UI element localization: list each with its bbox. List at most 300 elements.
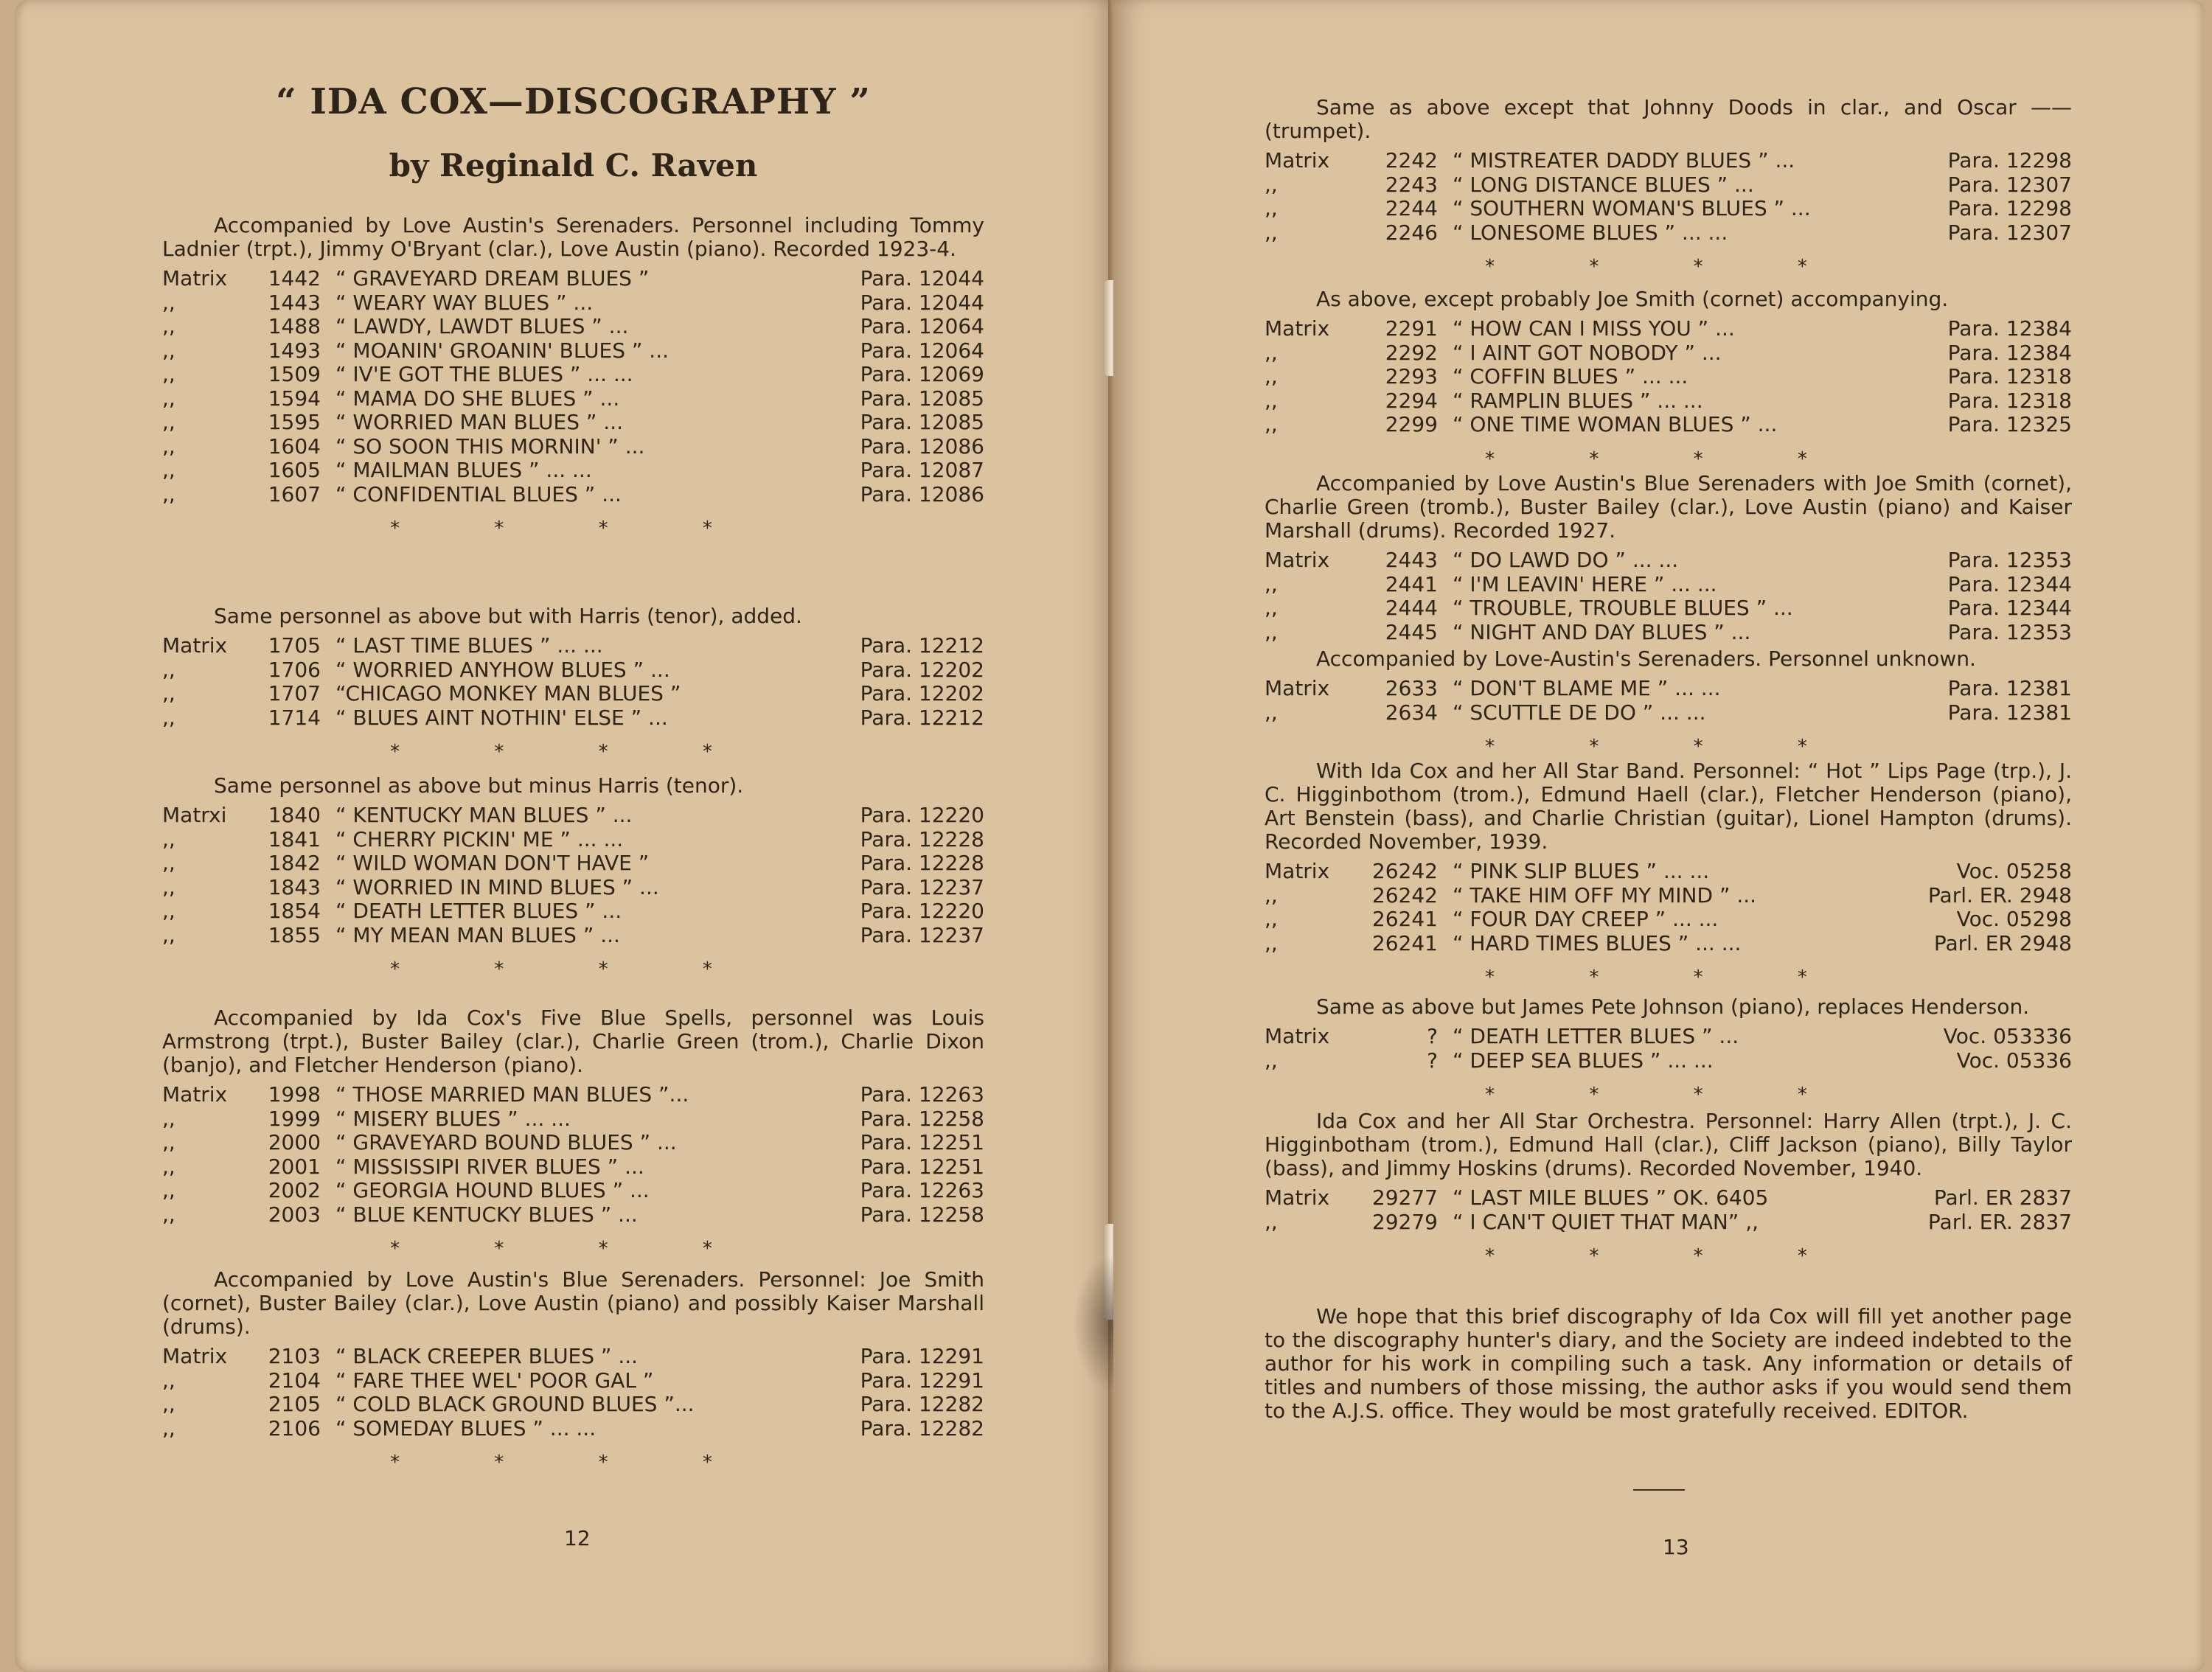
discography-row [1265,932,2072,956]
matrix-prefix: ,, [162,481,175,506]
matrix-prefix: ,, [1265,596,1278,620]
record-title: “ MAILMAN BLUES ” ... ... [335,459,592,482]
discography-row [1265,596,2072,621]
matrix-number: 1607 [268,481,321,506]
record-title: “ COLD BLACK GROUND BLUES ”... [335,1393,695,1416]
label-number: Para. 12384 [1947,340,2072,365]
left-page [15,0,1113,1672]
label-number: Para. 12251 [860,1130,984,1154]
discography-section [1265,472,2072,759]
discography-row [162,387,984,411]
label-number: Para. 12251 [860,1154,984,1179]
record-title: “ COFFIN BLUES ” ... ... [1453,365,1688,389]
matrix-prefix: ,, [1265,388,1278,413]
discography-rows [1265,860,2072,955]
matrix-number: 1840 [268,803,321,827]
discography-rows [1265,677,2072,725]
page-number-left: 12 [564,1526,591,1550]
section-intro: Ida Cox and her All Star Orchestra. Personnel: Harry Allen (trpt.), J. C. Higginbotham (trom.), Edmund Hall (clar.), Cliff Jackson (piano), Billy Taylor (bass), and Jimmy Hoskins (drums). Recorded November, 1940. [1265,1109,2072,1180]
discography-row [1265,1211,2072,1235]
record-title: “ HOW CAN I MISS YOU ” ... [1453,317,1735,341]
discography-row [162,1107,984,1132]
discography-section [1265,995,2072,1107]
matrix-prefix: ,, [162,657,175,682]
matrix-number: 2001 [268,1154,321,1179]
section-divider-stars: * * * * [1485,736,1851,758]
label-number: Para. 12298 [1947,148,2072,173]
discography-rows [162,1083,984,1227]
matrix-prefix: ,, [162,1130,175,1154]
matrix-number: 2634 [1385,700,1438,725]
matrix-prefix: Matrix [1265,148,1330,173]
matrix-number: 2103 [268,1344,321,1368]
page-number-right: 13 [1663,1535,1689,1559]
matrix-prefix: ,, [162,826,175,851]
discography-row [162,267,984,291]
matrix-prefix: ,, [162,410,175,434]
record-title: “ I CAN'T QUIET THAT MAN” ,, [1453,1210,1759,1234]
label-number: Para. 12069 [860,362,984,386]
matrix-number: 1488 [268,314,321,338]
matrix-prefix: ,, [1265,700,1278,725]
label-number: Para. 12044 [860,290,984,315]
matrix-prefix: ,, [162,1392,175,1416]
matrix-prefix: Matrix [1265,316,1330,341]
matrix-number: 1595 [268,410,321,434]
discography-row [162,1179,984,1203]
record-title: “ BLUES AINT NOTHIN' ELSE ” ... [335,706,668,730]
record-title: “ MOANIN' GROANIN' BLUES ” ... [335,338,669,363]
discography-row [1265,1025,2072,1049]
matrix-prefix: ,, [162,1154,175,1179]
label-number: Parl. ER 2837 [1933,1185,2072,1210]
record-title: “ DEATH LETTER BLUES ” ... [1453,1025,1739,1048]
matrix-number: 2299 [1385,412,1438,436]
discography-row [162,658,984,683]
matrix-number: 1443 [268,290,321,315]
label-number: Para. 12086 [860,481,984,506]
matrix-prefix: ,, [162,851,175,875]
matrix-prefix: Matrix [1265,1185,1330,1210]
matrix-prefix: ,, [162,362,175,386]
record-title: “ GEORGIA HOUND BLUES ” ... [335,1179,650,1202]
matrix-prefix: Matrix [162,1344,228,1368]
record-title: “ RAMPLIN BLUES ” ... ... [1453,389,1703,413]
label-number: Para. 12087 [860,458,984,482]
record-title: “ GRAVEYARD BOUND BLUES ” ... [335,1131,677,1154]
discography-rows [1265,548,2072,644]
discography-row [1265,173,2072,198]
discography-row [1265,860,2072,884]
record-title: “ LAWDY, LAWDT BLUES ” ... [335,315,629,338]
matrix-prefix: Matrix [1265,859,1330,883]
matrix-prefix: ,, [1265,364,1278,389]
matrix-prefix: Matrix [162,1082,228,1107]
discography-row [1265,1186,2072,1211]
label-number: Para. 12353 [1947,619,2072,644]
section-intro: Accompanied by Love Austin's Serenaders. Personnel including Tommy Ladnier (trpt.), Jimmy O'Bryant (clar.), Love Austin (piano). Recorded 1923-4. [162,213,984,261]
matrix-number: 1855 [268,922,321,947]
label-number: Para. 12384 [1947,316,2072,341]
discography-section [1265,96,2072,279]
label-number: Para. 12044 [860,266,984,290]
record-title: “ NIGHT AND DAY BLUES ” ... [1453,620,1751,644]
matrix-number: ? [1427,1024,1438,1048]
record-title: “ SOUTHERN WOMAN'S BLUES ” ... [1453,197,1811,220]
label-number: Para. 12307 [1947,220,2072,245]
matrix-prefix: ,, [162,1202,175,1227]
section-intro: Same as above except that Johnny Doods in clar., and Oscar —— (trumpet). [1265,95,2072,143]
section-divider-stars: * * * * [390,1238,757,1260]
matrix-number: 2441 [1385,571,1438,596]
matrix-prefix: ,, [162,1368,175,1393]
discography-row [1265,197,2072,221]
label-number: Para. 12237 [860,874,984,899]
discography-row [162,291,984,316]
label-number: Para. 12258 [860,1106,984,1131]
matrix-number: 1998 [268,1082,321,1107]
discography-row [1265,413,2072,437]
matrix-prefix: ,, [162,922,175,947]
matrix-prefix: ,, [162,1415,175,1441]
section-divider-stars: * * * * [390,741,757,763]
matrix-prefix: Matrix [1265,1024,1330,1048]
editor-note [1265,1305,2072,1423]
matrix-prefix: ,, [1265,412,1278,436]
discography-row [162,483,984,507]
discography-row [1265,908,2072,932]
matrix-prefix: ,, [162,314,175,338]
discography-row [1265,1049,2072,1073]
matrix-number: 2444 [1385,596,1438,620]
label-number: Parl. ER 2948 [1933,930,2072,955]
matrix-prefix: ,, [1265,340,1278,365]
section-intro: Same personnel as above but minus Harris (tenor). [214,773,744,798]
discography-row [162,1083,984,1107]
record-title: “ DEATH LETTER BLUES ” ... [335,899,622,923]
discography-row [162,899,984,924]
section-intro: Accompanied by Love-Austin's Serenaders. Personnel unknown. [1316,647,1976,671]
label-number: Para. 12318 [1947,388,2072,413]
section-intro: Accompanied by Love Austin's Blue Serenaders. Personnel: Joe Smith (cornet), Buster Bailey (clar.), Love Austin (piano) and possibly Kaiser Marshall (drums). [162,1267,984,1339]
discography-row [1265,221,2072,245]
label-number: Para. 12307 [1947,172,2072,197]
discography-row [1265,884,2072,908]
matrix-prefix: ,, [162,899,175,923]
section-divider-stars: * * * * [390,958,757,980]
discography-section [1265,288,2072,471]
matrix-prefix: ,, [1265,220,1278,245]
matrix-prefix: Matrix [162,266,228,290]
record-title: “ DEEP SEA BLUES ” ... ... [1453,1048,1714,1073]
section-intro: Accompanied by Ida Cox's Five Blue Spells, personnel was Louis Armstrong (trpt.), Buster Bailey (clar.), Charlie Green (trom.), Charlie Dixon (banjo), and Fletcher Henderson (piano). [162,1006,984,1077]
record-title: “ LAST MILE BLUES ” OK. 6405 [1453,1186,1769,1210]
matrix-prefix: ,, [162,1106,175,1131]
record-title: “ WORRIED ANYHOW BLUES ” ... [335,658,670,682]
matrix-number: 2246 [1385,220,1438,245]
matrix-number: 1841 [268,826,321,851]
matrix-number: 2104 [268,1368,321,1393]
matrix-prefix: ,, [1265,1048,1278,1073]
record-title: “ SCUTTLE DE DO ” ... ... [1453,700,1706,725]
label-number: Para. 12381 [1947,700,2072,725]
discography-row [162,459,984,483]
record-title: “ KENTUCKY MAN BLUES ” ... [335,804,633,827]
matrix-prefix: ,, [162,458,175,482]
section-intro: Accompanied by Love Austin's Blue Serenaders with Joe Smith (cornet), Charlie Green (tromb.), Buster Bailey (clar.), Love Austin (piano) and Kaiser Marshall (drums). Recorded 1927. [1265,471,2072,543]
discography-rows [162,804,984,947]
record-title: “ WILD WOMAN DON'T HAVE ” [335,851,650,875]
record-title: “ SOMEDAY BLUES ” ... ... [335,1416,597,1441]
section-divider-stars: * * * * [1485,256,1851,278]
discography-row [162,634,984,658]
discography-rows [1265,317,2072,437]
label-number: Para. 12220 [860,803,984,827]
matrix-prefix: ,, [1265,930,1278,955]
record-title: “ DON'T BLAME ME ” ... ... [1453,677,1721,700]
label-number: Para. 12381 [1947,676,2072,700]
matrix-prefix: ,, [162,874,175,899]
section-intro: With Ida Cox and her All Star Band. Personnel: “ Hot ” Lips Page (trp.), J. C. Higginbothom (trom.), Edmund Haell (clar.), Fletcher Henderson (piano), Art Benstein (bass), and Charlie Christian (guitar), Lionel Hampton (drums). Recorded November, 1939. [1265,759,2072,854]
matrix-prefix: ,, [1265,619,1278,644]
discography-row [1265,548,2072,573]
discography-row [162,1131,984,1155]
label-number: Para. 12263 [860,1178,984,1202]
discography-row [1265,341,2072,366]
discography-row [1265,365,2072,389]
matrix-number: 1604 [268,433,321,459]
record-title: “ FARE THEE WEL' POOR GAL ” [335,1368,654,1393]
matrix-number: 1854 [268,899,321,923]
label-number: Para. 12212 [860,705,984,730]
discography-section [162,774,984,981]
matrix-number: 2003 [268,1202,321,1227]
matrix-number: 2105 [268,1392,321,1416]
label-number: Para. 12228 [860,851,984,875]
discography-row [162,706,984,731]
discography-row [1265,701,2072,725]
record-title: “ ONE TIME WOMAN BLUES ” ... [1453,413,1778,436]
discography-row [162,1345,984,1369]
section-intro: As above, except probably Joe Smith (cornet) accompanying. [1316,287,1949,311]
matrix-prefix: ,, [1265,571,1278,596]
discography-row [162,924,984,948]
record-title: “ CONFIDENTIAL BLUES ” ... [335,482,622,506]
label-number: Para. 12228 [860,826,984,851]
matrix-prefix: Matrxi [162,803,227,827]
matrix-number: 2633 [1385,676,1438,700]
record-title: “ FOUR DAY CREEP ” ... ... [1453,908,1719,931]
section-divider-stars: * * * * [390,1452,757,1474]
matrix-number: 2106 [268,1415,321,1441]
matrix-number: 2243 [1385,172,1438,197]
discography-row [162,411,984,435]
section-divider-stars: * * * * [1485,1084,1851,1106]
matrix-number: 1707 [268,681,321,706]
matrix-number: 26242 [1371,882,1438,908]
matrix-prefix: ,, [162,290,175,315]
discography-row [162,682,984,706]
record-title: “ WORRIED IN MIND BLUES ” ... [335,875,659,899]
discography-rows [162,1345,984,1441]
discography-row [162,1393,984,1417]
discography-rows [162,634,984,730]
matrix-number: 2292 [1385,340,1438,365]
discography-row [162,435,984,459]
closing-rule [1633,1489,1685,1491]
record-title: “ BLACK CREEPER BLUES ” ... [335,1345,639,1368]
record-title: “ MY MEAN MAN BLUES ” ... [335,923,620,947]
discography-section [1265,759,2072,989]
matrix-number: 1842 [268,851,321,875]
discography-section [162,214,984,540]
matrix-prefix: Matrix [1265,676,1330,700]
matrix-number: ? [1427,1048,1438,1073]
label-number: Voc. 053336 [1943,1024,2072,1048]
matrix-number: 1442 [268,266,321,290]
label-number: Voc. 05258 [1956,859,2072,883]
label-number: Para. 12202 [860,657,984,682]
record-title: “ TAKE HIM OFF MY MIND ” ... [1453,883,1757,908]
record-title: “ WEARY WAY BLUES ” ... [335,290,594,315]
matrix-number: 2002 [268,1178,321,1202]
matrix-number: 1594 [268,386,321,411]
section-divider-stars: * * * * [1485,447,1851,470]
record-title: “ HARD TIMES BLUES ” ... ... [1453,931,1742,955]
matrix-prefix: ,, [162,338,175,363]
matrix-number: 1843 [268,874,321,899]
matrix-number: 2242 [1385,148,1438,173]
label-number: Para. 12353 [1947,548,2072,572]
label-number: Para. 12220 [860,899,984,923]
matrix-prefix: Matrix [1265,548,1330,572]
label-number: Para. 12202 [860,681,984,706]
discography-rows [1265,1186,2072,1234]
label-number: Para. 12344 [1947,571,2072,596]
label-number: Para. 12298 [1947,196,2072,220]
label-number: Para. 12085 [860,386,984,411]
label-number: Para. 12258 [860,1202,984,1227]
record-title: “ MAMA DO SHE BLUES ” ... [335,386,620,411]
record-title: “ CHERRY PICKIN' ME ” ... ... [335,827,624,851]
label-number: Para. 12237 [860,922,984,947]
record-title: “ MISERY BLUES ” ... ... [335,1107,571,1131]
matrix-prefix: ,, [1265,907,1278,931]
record-title: “ PINK SLIP BLUES ” ... ... [1453,860,1710,883]
matrix-number: 1509 [268,362,321,386]
discography-row [1265,621,2072,645]
article-byline: by Reginald C. Raven [389,147,758,184]
matrix-prefix: ,, [162,681,175,706]
section-divider-stars: * * * * [390,518,757,540]
discography-row [162,804,984,828]
label-number: Para. 12318 [1947,364,2072,389]
discography-row [1265,317,2072,341]
discography-row [162,1203,984,1227]
label-number: Para. 12282 [860,1392,984,1416]
closing-paragraph: We hope that this brief discography of Ida Cox will fill yet another page to the discography hunter's diary, and the Society are indeed indebted to the author for his work in compiling such a task. Any information or details of titles and numbers of those missing, the author asks if you would send them to the A.J.S. office. They would be most gratefully received. EDITOR. [1265,1304,2072,1423]
discography-section [162,1006,984,1261]
discography-row [1265,677,2072,701]
matrix-prefix: ,, [1265,172,1278,197]
record-title: “ MISSISSIPI RIVER BLUES ” ... [335,1154,644,1179]
discography-row [162,1155,984,1180]
label-number: Parl. ER. 2948 [1927,882,2072,908]
right-page [1113,0,2205,1672]
matrix-number: 26241 [1371,930,1438,955]
discography-rows [162,267,984,506]
label-number: Para. 12291 [860,1368,984,1393]
section-intro: Same personnel as above but with Harris (tenor), added. [214,604,802,628]
record-title: “CHICAGO MONKEY MAN BLUES ” [335,682,681,706]
matrix-number: 29277 [1371,1185,1438,1210]
section-divider-stars: * * * * [1485,1245,1851,1267]
matrix-number: 2291 [1385,316,1438,341]
record-title: “ I AINT GOT NOBODY ” ... [1453,341,1722,365]
label-number: Para. 12325 [1947,412,2072,436]
discography-section [1265,1110,2072,1268]
matrix-prefix: ,, [1265,882,1278,908]
matrix-prefix: ,, [162,433,175,459]
label-number: Para. 12291 [860,1344,984,1368]
matrix-number: 2000 [268,1130,321,1154]
label-number: Para. 12344 [1947,596,2072,620]
record-title: “ SO SOON THIS MORNIN' ” ... [335,434,645,459]
record-title: “ BLUE KENTUCKY BLUES ” ... [335,1202,638,1227]
discography-row [1265,149,2072,173]
section-intro: Same as above but James Pete Johnson (piano), replaces Henderson. [1316,995,2030,1019]
record-title: “ THOSE MARRIED MAN BLUES ”... [335,1083,689,1107]
matrix-number: 2294 [1385,388,1438,413]
matrix-number: 1706 [268,657,321,682]
matrix-number: 1705 [268,633,321,658]
matrix-number: 1714 [268,705,321,730]
record-title: “ I'M LEAVIN' HERE ” ... ... [1453,572,1717,596]
discography-row [162,851,984,876]
discography-rows [1265,1025,2072,1073]
record-title: “ DO LAWD DO ” ... ... [1453,548,1679,572]
record-title: “ LONESOME BLUES ” ... ... [1453,220,1728,245]
discography-row [162,315,984,339]
record-title: “ GRAVEYARD DREAM BLUES ” [335,267,650,290]
record-title: “ MISTREATER DADDY BLUES ” ... [1453,149,1795,173]
matrix-number: 26242 [1371,859,1438,883]
label-number: Para. 12085 [860,410,984,434]
discography-row [162,363,984,387]
label-number: Para. 12086 [860,433,984,459]
label-number: Para. 12282 [860,1415,984,1441]
matrix-number: 2445 [1385,619,1438,644]
discography-row [162,1417,984,1441]
label-number: Para. 12064 [860,314,984,338]
discography-row [162,876,984,900]
record-title: “ LONG DISTANCE BLUES ” ... [1453,173,1754,197]
record-title: “ LAST TIME BLUES ” ... ... [335,634,603,658]
discography-rows [1265,149,2072,245]
discography-row [1265,573,2072,597]
matrix-prefix: ,, [1265,1209,1278,1234]
section-divider-stars: * * * * [1485,966,1851,989]
matrix-prefix: ,, [162,1178,175,1202]
matrix-number: 29279 [1371,1209,1438,1234]
matrix-number: 1999 [268,1106,321,1131]
label-number: Para. 12212 [860,633,984,658]
discography-row [162,828,984,852]
matrix-prefix: ,, [162,386,175,411]
matrix-number: 2293 [1385,364,1438,389]
discography-section [162,605,984,764]
label-number: Voc. 05336 [1956,1048,2072,1073]
